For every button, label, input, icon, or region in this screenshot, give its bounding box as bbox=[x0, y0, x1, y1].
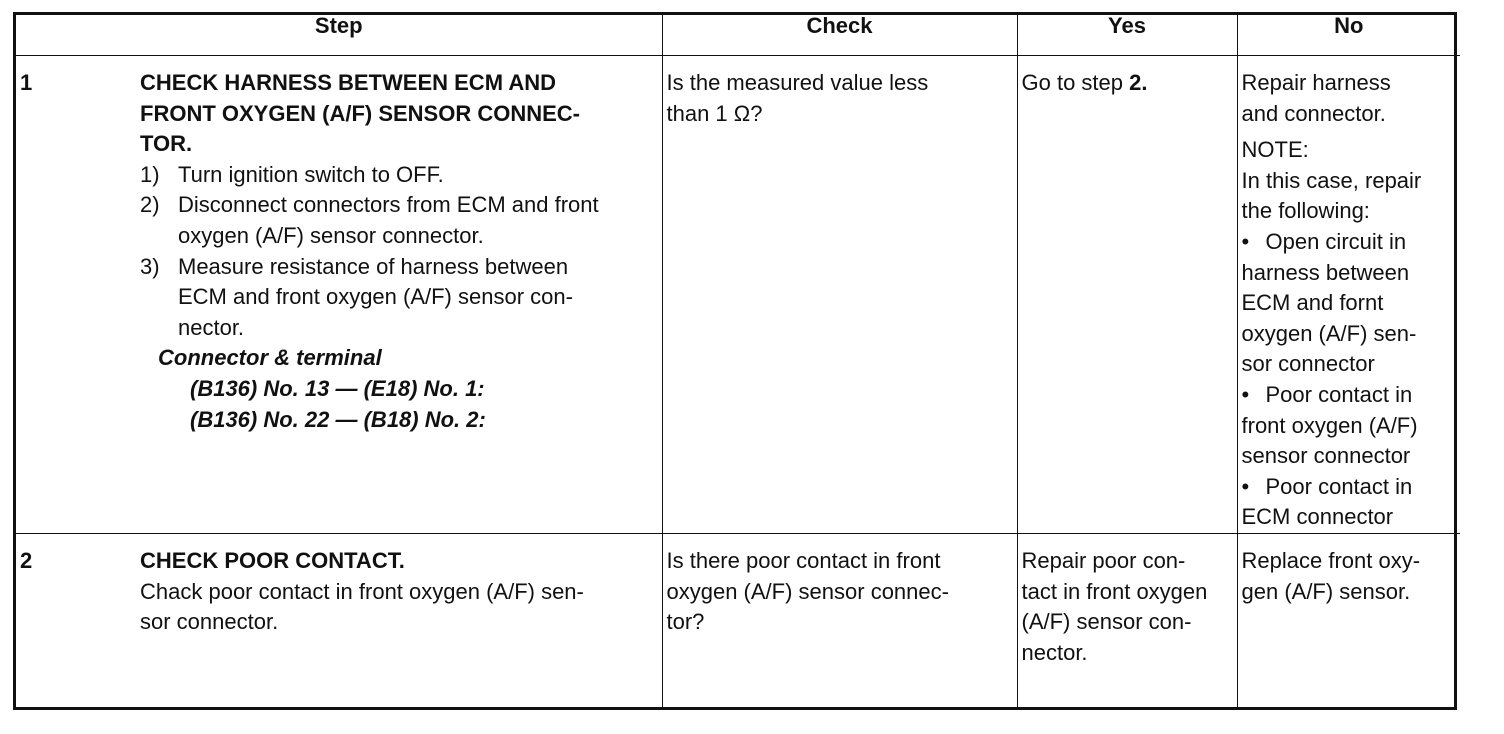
no-cell-2 bbox=[1237, 533, 1460, 707]
substep bbox=[140, 190, 656, 251]
header-check: Check bbox=[662, 15, 1017, 56]
no-cell-1 bbox=[1237, 56, 1460, 534]
bullet-text: front oxygen (A/F) bbox=[1241, 412, 1418, 438]
bullet-text: harness between bbox=[1241, 259, 1410, 285]
header-row bbox=[16, 15, 1460, 56]
bullet-text: ECM connector bbox=[1241, 504, 1394, 530]
diagnostic-table bbox=[13, 12, 1457, 710]
check-text: than 1 Ω? bbox=[666, 100, 763, 126]
no-text: Replace front oxy- bbox=[1241, 547, 1421, 573]
note-bullet bbox=[1242, 227, 1457, 258]
substep bbox=[140, 252, 656, 344]
check-text: Is the measured value less bbox=[666, 70, 929, 95]
bullet-text: Poor contact in bbox=[1265, 381, 1413, 407]
substep-text: nector. bbox=[178, 314, 245, 340]
no-text: gen (A/F) sensor. bbox=[1241, 578, 1411, 604]
bullet-icon: • bbox=[1241, 473, 1250, 499]
step-number: 2 bbox=[20, 547, 33, 573]
connector-terminal-title: Connector & terminal bbox=[158, 345, 382, 371]
yes-step-ref: 2. bbox=[1129, 70, 1148, 95]
step-title-line: CHECK HARNESS BETWEEN ECM AND bbox=[140, 70, 556, 95]
header-yes: Yes bbox=[1017, 15, 1237, 56]
yes-text: nector. bbox=[1021, 639, 1088, 665]
header-no: No bbox=[1237, 15, 1460, 56]
step-title bbox=[140, 68, 656, 160]
table-row bbox=[16, 533, 1460, 707]
substep-text: Measure resistance of harness between bbox=[178, 253, 569, 279]
note-label: NOTE: bbox=[1241, 137, 1309, 163]
bullet-text: ECM and fornt bbox=[1241, 290, 1384, 316]
yes-cell-1 bbox=[1017, 56, 1237, 534]
step-cell-2 bbox=[16, 533, 662, 707]
substep-text: Turn ignition switch to OFF. bbox=[178, 161, 444, 187]
substep-number: 1) bbox=[140, 161, 160, 187]
bullet-text: Open circuit in bbox=[1265, 228, 1407, 254]
no-text: Repair harness bbox=[1241, 70, 1391, 95]
note-text: In this case, repair bbox=[1241, 167, 1422, 193]
substep-text: ECM and front oxygen (A/F) sensor con- bbox=[178, 284, 573, 310]
bullet-icon: • bbox=[1241, 381, 1250, 407]
substep-number: 2) bbox=[140, 192, 160, 218]
step-body-text: sor connector. bbox=[140, 609, 279, 635]
bullet-icon: • bbox=[1241, 228, 1250, 254]
step-number: 1 bbox=[20, 70, 33, 95]
connector-terminal-line: (B136) No. 13 — (E18) No. 1: bbox=[190, 375, 485, 401]
yes-cell-2 bbox=[1017, 533, 1237, 707]
bullet-text: sor connector bbox=[1241, 351, 1375, 377]
step-title-line: FRONT OXYGEN (A/F) SENSOR CONNEC- bbox=[140, 100, 581, 126]
check-cell-2 bbox=[662, 533, 1017, 707]
check-text: tor? bbox=[666, 609, 705, 635]
check-text: Is there poor contact in front bbox=[666, 547, 941, 573]
table-row bbox=[16, 56, 1460, 534]
step-body-text: Chack poor contact in front oxygen (A/F) sen- bbox=[140, 578, 584, 604]
yes-text: (A/F) sensor con- bbox=[1021, 609, 1192, 635]
substep-text: Disconnect connectors from ECM and front bbox=[178, 192, 599, 218]
substep-number: 3) bbox=[140, 253, 160, 279]
connector-terminal-line: (B136) No. 22 — (B18) No. 2: bbox=[190, 406, 486, 432]
note-text: the following: bbox=[1241, 198, 1370, 224]
step-cell-1 bbox=[16, 56, 662, 534]
bullet-text: Poor contact in bbox=[1265, 473, 1413, 499]
check-text: oxygen (A/F) sensor connec- bbox=[666, 578, 949, 604]
step-title-line: TOR. bbox=[140, 131, 193, 157]
substep-text: oxygen (A/F) sensor connector. bbox=[178, 222, 484, 248]
header-step: Step bbox=[16, 15, 662, 56]
yes-text: Repair poor con- bbox=[1021, 547, 1186, 573]
bullet-text: sensor connector bbox=[1241, 443, 1411, 469]
bullet-text: oxygen (A/F) sen- bbox=[1241, 320, 1417, 346]
no-text: and connector. bbox=[1241, 100, 1386, 126]
note-bullet bbox=[1242, 472, 1457, 503]
step-title: CHECK POOR CONTACT. bbox=[140, 547, 405, 573]
check-cell-1 bbox=[662, 56, 1017, 534]
note-bullet bbox=[1242, 380, 1457, 411]
substep bbox=[140, 160, 656, 191]
diagnostic-table-grid bbox=[16, 15, 1460, 707]
yes-text: tact in front oxygen bbox=[1021, 578, 1208, 604]
yes-text: Go to step bbox=[1021, 70, 1130, 95]
